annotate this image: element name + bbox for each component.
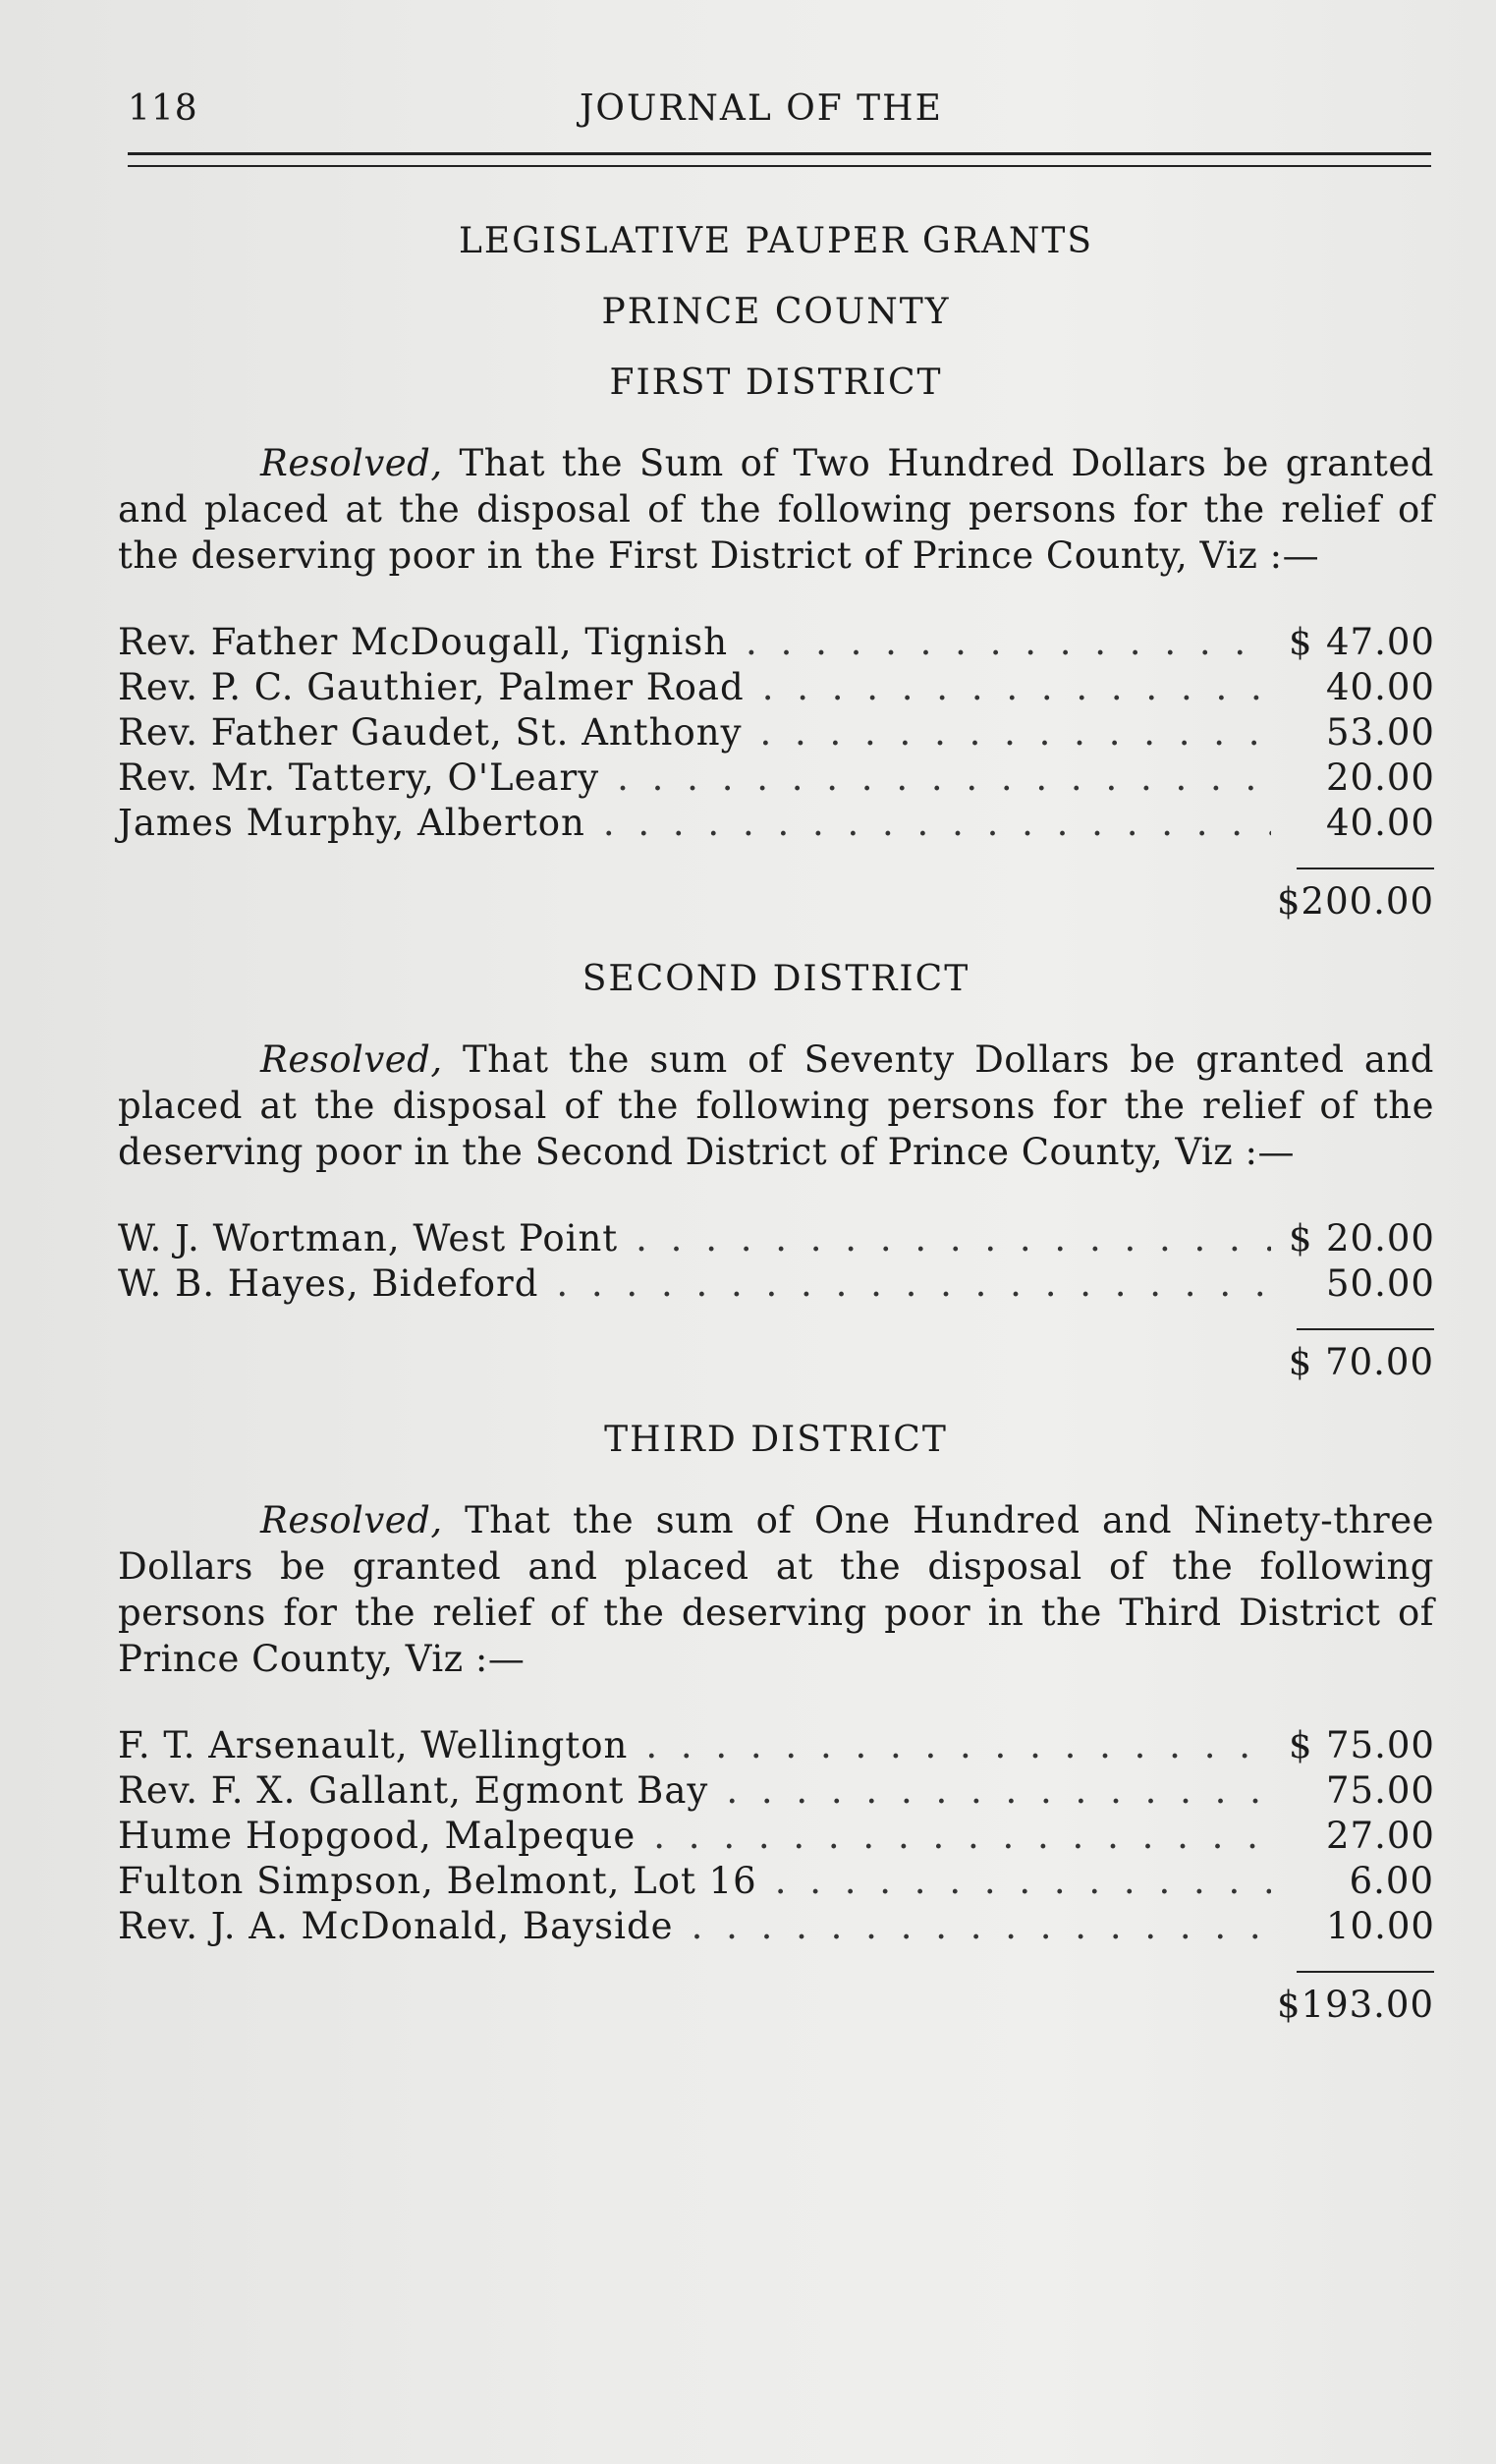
grantee-name: F. T. Arsenault, Wellington bbox=[118, 1724, 629, 1766]
district-heading: SECOND DISTRICT bbox=[582, 959, 970, 999]
dot-leader bbox=[645, 1723, 1271, 1768]
district-total: $ 70.00 bbox=[1288, 1341, 1434, 1383]
grant-amount: 75.00 bbox=[1326, 1769, 1435, 1812]
grant-entry bbox=[118, 620, 1434, 665]
grant-amount: 53.00 bbox=[1326, 711, 1435, 754]
third-district-section bbox=[118, 1405, 1434, 2028]
grant-amount: 20.00 bbox=[1326, 756, 1435, 799]
resolution-text: That the sum of Seventy Dollars be granted and placed at the disposal of the following persons for the relief of the deserving poor in the Second District of Prince County, Viz :— bbox=[118, 1038, 1434, 1173]
dot-leader bbox=[653, 1814, 1271, 1859]
resolved-word: Resolved, bbox=[260, 1038, 443, 1081]
grant-entry bbox=[118, 1814, 1434, 1859]
dot-leader bbox=[775, 1859, 1271, 1904]
grantee-name: James Murphy, Alberton bbox=[118, 802, 585, 844]
grant-amount: 10.00 bbox=[1326, 1905, 1435, 1947]
grant-amount: 75.00 bbox=[1326, 1724, 1435, 1766]
district-heading: FIRST DISTRICT bbox=[609, 363, 943, 403]
resolved-word: Resolved, bbox=[260, 1499, 443, 1541]
dot-leader bbox=[692, 1904, 1271, 1949]
grantee-name: Hume Hopgood, Malpeque bbox=[118, 1815, 637, 1857]
page-header bbox=[128, 88, 1434, 138]
grant-amount: 47.00 bbox=[1326, 621, 1435, 663]
resolution-text: That the Sum of Two Hundred Dollars be granted and placed at the disposal of the following persons for the relief of the deserving poor in the First District of Prince County, Viz :— bbox=[118, 442, 1434, 577]
dollar-sign: $ bbox=[1289, 1724, 1313, 1766]
dollar-sign: $ bbox=[1289, 1217, 1313, 1260]
resolved-word: Resolved, bbox=[260, 442, 443, 484]
grant-amount: 6.00 bbox=[1349, 1860, 1434, 1902]
grantee-name: Rev. Father Gaudet, St. Anthony bbox=[118, 711, 743, 754]
grant-entry bbox=[118, 1768, 1434, 1814]
county-title: PRINCE COUNTY bbox=[601, 292, 951, 332]
resolution-paragraph bbox=[118, 440, 1434, 579]
grantee-name: Rev. Mr. Tattery, O'Leary bbox=[118, 756, 600, 799]
grantee-name: Fulton Simpson, Belmont, Lot 16 bbox=[118, 1860, 757, 1902]
grant-list bbox=[118, 1723, 1434, 1949]
grant-amount: 27.00 bbox=[1326, 1815, 1435, 1857]
grant-entry bbox=[118, 756, 1434, 801]
dot-leader bbox=[726, 1768, 1271, 1814]
grant-entry bbox=[118, 1216, 1434, 1261]
grantee-name: W. J. Wortman, West Point bbox=[118, 1217, 619, 1260]
dot-leader bbox=[617, 756, 1271, 801]
dot-leader bbox=[759, 710, 1271, 756]
page-number: 118 bbox=[128, 88, 198, 129]
grant-amount: 50.00 bbox=[1326, 1262, 1435, 1305]
grant-amount: 40.00 bbox=[1326, 802, 1435, 844]
resolution-paragraph bbox=[118, 1497, 1434, 1682]
dot-leader bbox=[603, 801, 1271, 846]
dot-leader bbox=[556, 1261, 1271, 1307]
main-title: LEGISLATIVE PAUPER GRANTS bbox=[458, 221, 1094, 261]
grantee-name: W. B. Hayes, Bideford bbox=[118, 1262, 539, 1305]
first-district-section bbox=[118, 348, 1434, 924]
resolution-text: That the sum of One Hundred and Ninety-three Dollars be granted and placed at the disposal of the following persons for the relief of the deserving poor in the Third District of Prince County, Viz :— bbox=[118, 1499, 1434, 1680]
grant-entry bbox=[118, 1261, 1434, 1307]
running-head: JOURNAL OF THE bbox=[580, 88, 943, 129]
grant-entry bbox=[118, 1859, 1434, 1904]
district-total: $200.00 bbox=[1276, 880, 1434, 923]
total-rule bbox=[1297, 1971, 1434, 1973]
grantee-name: Rev. J. A. McDonald, Bayside bbox=[118, 1905, 674, 1947]
grant-amount: 20.00 bbox=[1326, 1217, 1435, 1260]
page-content bbox=[118, 206, 1434, 2028]
dot-leader bbox=[762, 665, 1271, 710]
dot-leader bbox=[636, 1216, 1271, 1261]
second-district-section bbox=[118, 944, 1434, 1385]
section-gap bbox=[118, 924, 1434, 944]
total-rule bbox=[1297, 1328, 1434, 1330]
district-total: $193.00 bbox=[1276, 1984, 1434, 2026]
section-gap bbox=[118, 1385, 1434, 1405]
grantee-name: Rev. F. X. Gallant, Egmont Bay bbox=[118, 1769, 709, 1812]
grant-entry bbox=[118, 710, 1434, 756]
grant-amount: 40.00 bbox=[1326, 666, 1435, 708]
resolution-paragraph bbox=[118, 1036, 1434, 1175]
grant-entry bbox=[118, 801, 1434, 846]
grant-entry bbox=[118, 1723, 1434, 1768]
grant-entry bbox=[118, 1904, 1434, 1949]
dot-leader bbox=[746, 620, 1271, 665]
grant-list bbox=[118, 1216, 1434, 1307]
district-heading: THIRD DISTRICT bbox=[604, 1420, 948, 1460]
grantee-name: Rev. P. C. Gauthier, Palmer Road bbox=[118, 666, 745, 708]
header-double-rule bbox=[128, 152, 1431, 167]
grant-entry bbox=[118, 665, 1434, 710]
total-rule bbox=[1297, 868, 1434, 869]
dollar-sign: $ bbox=[1289, 621, 1313, 663]
grant-list bbox=[118, 620, 1434, 846]
grantee-name: Rev. Father McDougall, Tignish bbox=[118, 621, 729, 663]
